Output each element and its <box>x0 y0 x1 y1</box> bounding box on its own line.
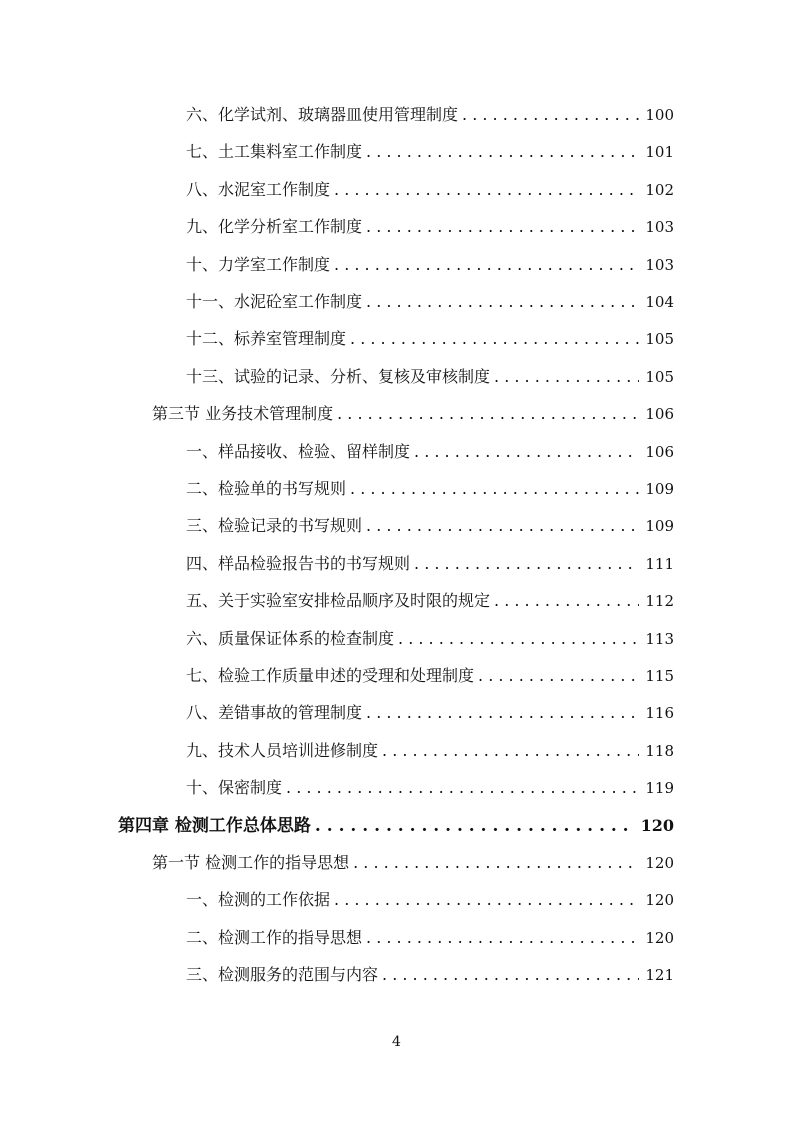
toc-entry-item <box>186 774 674 802</box>
toc-entry-page: 120 <box>645 854 674 872</box>
toc-entry-title: 九、化学分析室工作制度 <box>186 217 363 237</box>
toc-entry-page: 106 <box>645 405 674 424</box>
toc-dot-leader <box>462 101 639 129</box>
toc-entry-page: 112 <box>645 592 674 611</box>
toc-entry-page: 105 <box>645 367 674 386</box>
toc-entry-page: 121 <box>645 966 674 985</box>
toc-dot-leader <box>398 625 639 653</box>
toc-entry-item <box>186 961 674 989</box>
toc-entry-page: 105 <box>645 330 674 349</box>
toc-entry-title: 七、土工集料室工作制度 <box>186 142 363 162</box>
toc-entry-page: 116 <box>645 704 674 723</box>
toc-entry-item <box>186 138 674 166</box>
toc-entry-title: 十、力学室工作制度 <box>186 254 331 274</box>
toc-dot-leader <box>478 662 639 690</box>
toc-entry-page: 115 <box>645 667 674 685</box>
toc-entry-item <box>186 737 674 765</box>
toc-entry-page: 120 <box>645 928 674 947</box>
toc-entry-section <box>152 400 674 428</box>
toc-entry-chapter <box>118 812 674 840</box>
toc-entry-page: 100 <box>645 106 674 124</box>
toc-dot-leader <box>366 138 639 166</box>
toc-entry-item <box>186 512 674 540</box>
toc-entry-section <box>152 849 674 877</box>
toc-entry-page: 101 <box>645 143 674 162</box>
toc-entry-title: 一、检测的工作依据 <box>186 890 331 910</box>
toc-entry-title: 八、差错事故的管理制度 <box>186 703 363 723</box>
toc-dot-leader <box>334 251 639 279</box>
toc-entry-page: 104 <box>645 293 674 311</box>
toc-entry-item <box>186 587 674 615</box>
toc-entry-title: 四、样品检验报告书的书写规则 <box>186 553 411 573</box>
toc-entry-title: 十二、标养室管理制度 <box>186 329 347 349</box>
toc-entry-page: 120 <box>640 815 674 835</box>
toc-entry-title: 五、关于实验室安排检品顺序及时限的规定 <box>186 591 491 611</box>
toc-entry-item <box>186 288 674 316</box>
toc-dot-leader <box>334 176 639 204</box>
toc-dot-leader <box>414 550 639 578</box>
toc-dot-leader <box>366 288 639 316</box>
toc-dot-leader <box>366 699 639 727</box>
toc-entry-title: 二、检验单的书写规则 <box>186 479 347 498</box>
toc-entry-page: 103 <box>645 218 674 237</box>
toc-entry-item <box>186 924 674 952</box>
toc-entry-item <box>186 625 674 653</box>
toc-entry-title: 三、检验记录的书写规则 <box>186 516 363 536</box>
toc-dot-leader <box>337 400 639 428</box>
toc-dot-leader <box>494 363 639 391</box>
toc-entry-title: 七、检验工作质量申述的受理和处理制度 <box>186 666 475 685</box>
toc-entry-title: 十、保密制度 <box>186 778 283 798</box>
toc-entry-title: 第一节 检测工作的指导思想 <box>152 853 350 872</box>
toc-entry-page: 113 <box>645 629 674 648</box>
toc-entry-page: 103 <box>645 255 674 274</box>
toc-dot-leader <box>494 587 639 615</box>
toc-dot-leader <box>366 512 639 540</box>
toc-entry-item <box>186 325 674 353</box>
toc-entry-page: 102 <box>645 180 674 199</box>
toc-entry-item <box>186 101 674 129</box>
toc-dot-leader <box>334 886 639 914</box>
toc-entry-title: 一、样品接收、检验、留样制度 <box>186 441 411 461</box>
toc-entry-item <box>186 438 674 466</box>
toc-entry-page: 109 <box>645 517 674 536</box>
toc-entry-title: 六、质量保证体系的检查制度 <box>186 628 395 648</box>
toc-entry-title: 十三、试验的记录、分析、复核及审核制度 <box>186 366 491 386</box>
toc-entry-item <box>186 886 674 914</box>
toc-dot-leader <box>382 961 639 989</box>
toc-dot-leader <box>315 812 635 840</box>
toc-entry-title: 第四章 检测工作总体思路 <box>118 815 311 836</box>
toc-dot-leader <box>350 325 639 353</box>
toc-entry-page: 120 <box>645 891 674 910</box>
toc-entry-page: 111 <box>645 554 674 573</box>
toc-entry-title: 第三节 业务技术管理制度 <box>152 404 334 424</box>
toc-dot-leader <box>366 213 639 241</box>
toc-entry-item <box>186 176 674 204</box>
toc-dot-leader <box>414 438 639 466</box>
toc-entry-item <box>186 475 674 503</box>
toc-entry-page: 119 <box>645 779 674 798</box>
toc-entry-item <box>186 662 674 690</box>
toc-entry-title: 六、化学试剂、玻璃器皿使用管理制度 <box>186 105 459 124</box>
toc-entry-item <box>186 699 674 727</box>
toc-entry-item <box>186 363 674 391</box>
toc-entry-title: 三、检测服务的范围与内容 <box>186 965 379 985</box>
toc-entry-page: 118 <box>645 741 674 760</box>
toc-entry-item <box>186 550 674 578</box>
toc-entry-page: 109 <box>645 480 674 498</box>
toc-entry-title: 十一、水泥砼室工作制度 <box>186 292 363 311</box>
toc-entry-title: 二、检测工作的指导思想 <box>186 927 363 947</box>
toc-entry-title: 八、水泥室工作制度 <box>186 179 331 199</box>
toc-entry-title: 九、技术人员培训进修制度 <box>186 740 379 760</box>
toc-dot-leader <box>350 475 639 503</box>
toc-dot-leader <box>353 849 639 877</box>
toc-entry-item <box>186 213 674 241</box>
page-number: 4 <box>392 1034 401 1050</box>
toc-dot-leader <box>286 774 639 802</box>
toc-entry-item <box>186 251 674 279</box>
toc-entry-page: 106 <box>645 442 674 461</box>
toc-dot-leader <box>366 924 639 952</box>
toc-dot-leader <box>382 737 639 765</box>
